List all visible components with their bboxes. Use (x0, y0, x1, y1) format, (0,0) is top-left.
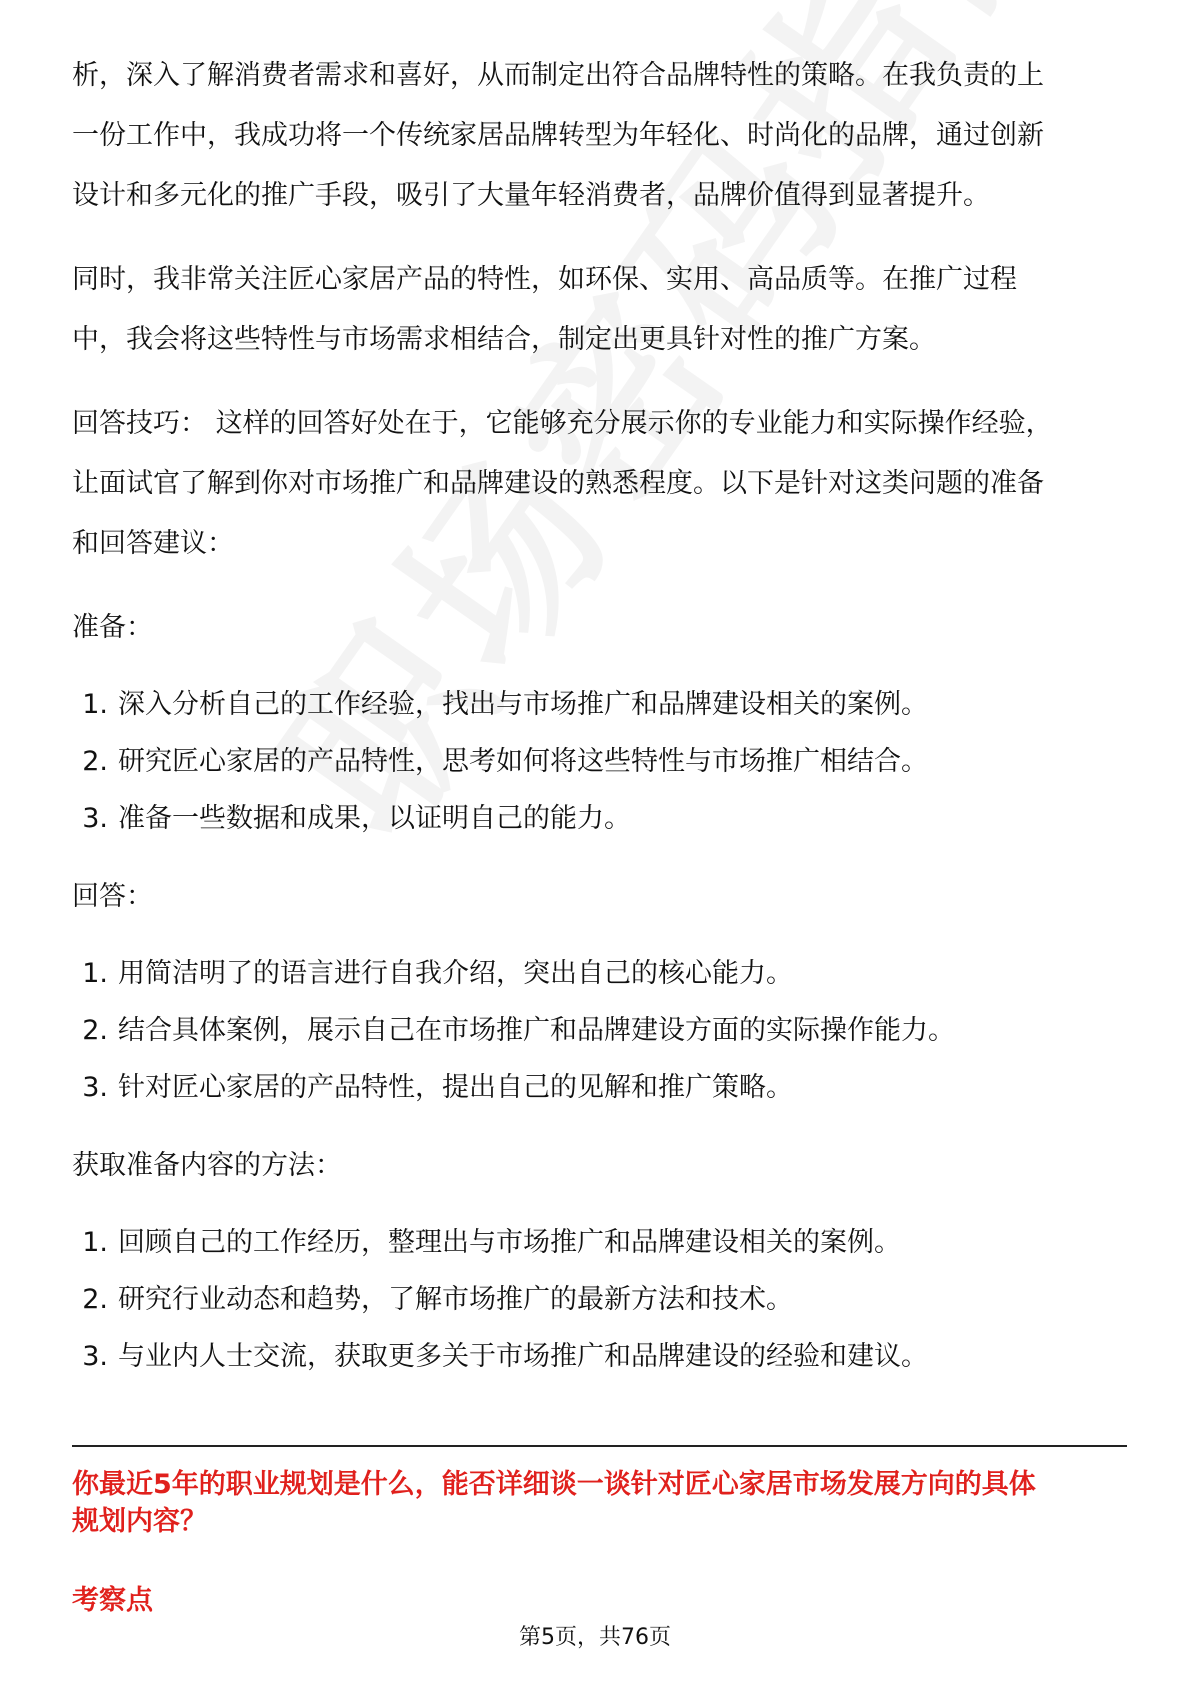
list-item (72, 1328, 1127, 1385)
list-item (72, 790, 1127, 847)
question-heading (72, 1466, 1127, 1540)
list-item (72, 945, 1127, 1002)
section-divider (72, 1445, 1127, 1447)
text-line: 中，我会将这些特性与市场需求相结合，制定出更具针对性的推广方案。 (72, 324, 936, 355)
list-item (72, 1002, 1127, 1059)
text-line: 设计和多元化的推广手段，吸引了大量年轻消费者，品牌价值得到显著提升。 (72, 180, 990, 211)
text-line: 回答技巧： 这样的回答好处在于，它能够充分展示你的专业能力和实际操作经验， (72, 408, 1053, 439)
list-item (72, 733, 1127, 790)
list-text: 回顾自己的工作经历，整理出与市场推广和品牌建设相关的案例。 (118, 1227, 901, 1258)
list-text: 研究匠心家居的产品特性，思考如何将这些特性与市场推广相结合。 (118, 746, 928, 777)
list-number: 3. (82, 1072, 108, 1103)
text-line: 一份工作中，我成功将一个传统家居品牌转型为年轻化、时尚化的品牌，通过创新 (72, 120, 1044, 151)
answer-list (72, 945, 1127, 1116)
page-number: 第5页，共76页 (519, 1625, 671, 1650)
list-text: 准备一些数据和成果，以证明自己的能力。 (118, 803, 631, 834)
list-text: 用简洁明了的语言进行自我介绍，突出自己的核心能力。 (118, 958, 793, 989)
question-line: 规划内容？ (72, 1506, 207, 1537)
list-number: 3. (82, 1341, 108, 1372)
text-line: 析，深入了解消费者需求和喜好，从而制定出符合品牌特性的策略。在我负责的上 (72, 60, 1044, 91)
list-text: 结合具体案例，展示自己在市场推广和品牌建设方面的实际操作能力。 (118, 1015, 955, 1046)
exam-point-label: 考察点 (72, 1585, 153, 1616)
second-paragraph (72, 250, 1127, 370)
page-content (72, 46, 1127, 1385)
list-number: 1. (82, 689, 108, 720)
answer-label: 回答： (72, 881, 153, 912)
list-item (72, 1059, 1127, 1116)
list-text: 与业内人士交流，获取更多关于市场推广和品牌建设的经验和建议。 (118, 1341, 928, 1372)
text-line: 同时，我非常关注匠心家居产品的特性，如环保、实用、高品质等。在推广过程 (72, 264, 1017, 295)
tips-paragraph (72, 394, 1127, 574)
intro-paragraph (72, 46, 1127, 226)
list-item (72, 676, 1127, 733)
list-text: 研究行业动态和趋势，了解市场推广的最新方法和技术。 (118, 1284, 793, 1315)
text-line: 让面试官了解到你对市场推广和品牌建设的熟悉程度。以下是针对这类问题的准备 (72, 468, 1044, 499)
list-text: 深入分析自己的工作经验，找出与市场推广和品牌建设相关的案例。 (118, 689, 928, 720)
text-line: 和回答建议： (72, 528, 234, 559)
list-number: 3. (82, 803, 108, 834)
method-list (72, 1214, 1127, 1385)
list-item (72, 1271, 1127, 1328)
prepare-label: 准备： (72, 612, 153, 643)
list-number: 2. (82, 746, 108, 777)
list-item (72, 1214, 1127, 1271)
method-label: 获取准备内容的方法： (72, 1150, 342, 1181)
list-number: 2. (82, 1284, 108, 1315)
list-text: 针对匠心家居的产品特性，提出自己的见解和推广策略。 (118, 1072, 793, 1103)
list-number: 2. (82, 1015, 108, 1046)
list-number: 1. (82, 1227, 108, 1258)
list-number: 1. (82, 958, 108, 989)
prepare-list (72, 676, 1127, 847)
question-line: 你最近5年的职业规划是什么，能否详细谈一谈针对匠心家居市场发展方向的具体 (72, 1469, 1036, 1500)
